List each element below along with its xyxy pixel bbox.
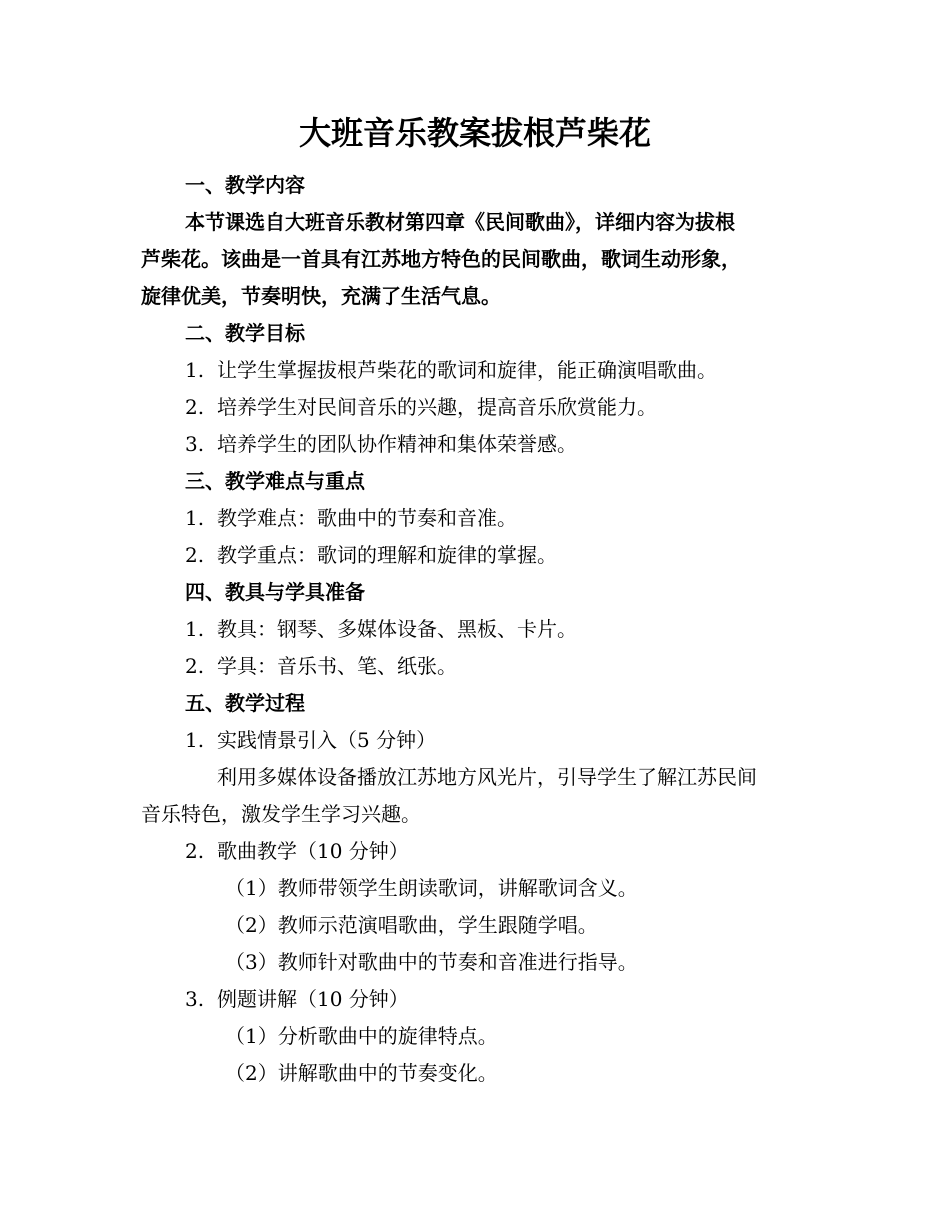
step-title: 例题讲解（10 分钟） [217,987,409,1011]
list-text: 教学难点：歌曲中的节奏和音准。 [217,506,517,530]
process-step [185,833,865,869]
content-paragraph-line-2: 芦柴花。该曲是一首具有江苏地方特色的民间歌曲，歌词生动形象， [141,247,741,271]
list-item [185,648,865,684]
list-number: 1. [185,728,205,752]
list-text: 培养学生对民间音乐的兴趣，提高音乐欣赏能力。 [217,395,657,419]
process-step [185,981,865,1017]
sub-item: （1）教师带领学生朗读歌词，讲解歌词含义。 [225,876,638,900]
list-number: 1. [185,617,205,641]
list-text: 学具：音乐书、笔、纸张。 [217,654,457,678]
sub-item: （2）讲解歌曲中的节奏变化。 [225,1061,498,1085]
content-paragraph-line-3: 旋律优美，节奏明快，充满了生活气息。 [141,284,501,308]
list-number: 3. [185,432,205,456]
list-number: 2. [185,395,205,419]
step-paragraph-line-2: 音乐特色，激发学生学习兴趣。 [141,802,421,826]
step-paragraph-line-1: 利用多媒体设备播放江苏地方风光片，引导学生了解江苏民间 [217,765,757,789]
list-number: 2. [185,543,205,567]
content-paragraph-line-1: 本节课选自大班音乐教材第四章《民间歌曲》，详细内容为拔根 [185,210,735,234]
list-number: 2. [185,654,205,678]
section-heading-difficulties: 三、教学难点与重点 [185,469,365,493]
list-item [185,611,865,647]
list-number: 1. [185,358,205,382]
list-item [185,537,865,573]
step-title: 实践情景引入（5 分钟） [217,728,437,752]
list-text: 让学生掌握拔根芦柴花的歌词和旋律，能正确演唱歌曲。 [217,358,717,382]
list-text: 培养学生的团队协作精神和集体荣誉感。 [217,432,577,456]
sub-item: （2）教师示范演唱歌曲，学生跟随学唱。 [225,913,598,937]
list-item [185,352,865,388]
section-heading-objectives: 二、教学目标 [185,321,305,345]
process-step [185,722,865,758]
list-item [185,426,865,462]
list-number: 3. [185,987,205,1011]
document-title: 大班音乐教案拔根芦柴花 [298,114,651,152]
sub-item: （1）分析歌曲中的旋律特点。 [225,1024,498,1048]
list-text: 教具：钢琴、多媒体设备、黑板、卡片。 [217,617,577,641]
section-heading-materials: 四、教具与学具准备 [185,580,365,604]
section-heading-content: 一、教学内容 [185,173,305,197]
list-item [185,500,865,536]
list-text: 教学重点：歌词的理解和旋律的掌握。 [217,543,557,567]
step-title: 歌曲教学（10 分钟） [217,839,409,863]
list-number: 2. [185,839,205,863]
section-heading-process: 五、教学过程 [185,691,305,715]
sub-item: （3）教师针对歌曲中的节奏和音准进行指导。 [225,950,638,974]
list-item [185,389,865,425]
list-number: 1. [185,506,205,530]
